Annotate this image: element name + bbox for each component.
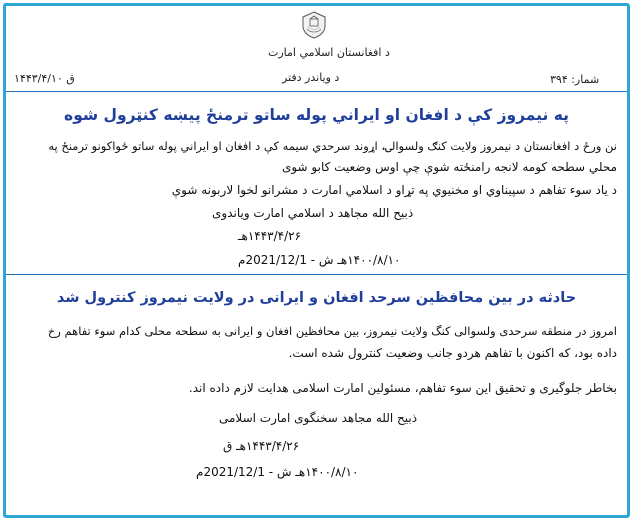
dari-date-solar: ۱۴۰۰/۸/۱۰هـ ش - 2021/12/1م [196, 465, 359, 479]
pashto-title: په نیمروز کې د افغان او ایراني پوله ساتو ترمنځ پیښه کنټرول شوه [64, 106, 569, 124]
document-number: شمار: ۳۹۴ [550, 73, 600, 86]
pashto-paragraph: د یاد سوء تفاهم د سپیناوي او مخنیوي په تړاو د اسلامي امارت د مشرانو لخوا لاربونه شوې [171, 183, 617, 197]
pashto-signature: ذبیح الله مجاهد د اسلامي امارت ویاندوی [212, 206, 414, 220]
dari-paragraph-line: امروز در منطقه سرحدی ولسوالی کنگ ولایت نیمروز، بین محافظین افغان و ایرانی به سطحه محلی کدام سوء تفاهم رخ [47, 324, 617, 338]
pashto-date-hijri: ۱۴۴۳/۴/۲۶هـ [238, 229, 302, 243]
dari-title: حادثه در بین محافظین سرحد افغان و ایرانی در ولایت نیمروز کنترول شد [56, 290, 577, 306]
pashto-paragraph-line: محلي سطحه کومه لانجه رامنځته شوې چې اوس وضعیت کابو شوی [281, 160, 617, 174]
document-date: ۱۴۴۳/۴/۱۰ ق [14, 72, 75, 85]
emirate-emblem-icon [301, 11, 327, 39]
office-name: د ویاندر دفتر [282, 71, 340, 84]
dari-paragraph-line: داده بود، که اکنون با تفاهم هردو جانب وضعیت کنترول شده است. [288, 346, 617, 360]
statement-document [3, 3, 630, 518]
section-divider [6, 274, 627, 275]
org-name: د افغانستان اسلامي امارت [268, 46, 390, 59]
header-divider [6, 91, 627, 92]
dari-signature: ذبیح الله مجاهد سخنگوی امارت اسلامی [219, 411, 418, 425]
dari-paragraph: بخاطر جلوگیری و تحقیق این سوء تفاهم، مسئولین امارت اسلامی هدایت لازم داده اند. [188, 381, 617, 395]
dari-date-hijri: ۱۴۴۳/۴/۲۶هـ ق [223, 439, 300, 453]
pashto-date-solar: ۱۴۰۰/۸/۱۰هـ ش - 2021/12/1م [238, 253, 401, 267]
pashto-paragraph-line: نن ورځ د افغانستان د نیمروز ولايت کنګ ولسوالۍ، اړوند سرحدي سیمه کې د افغان او ایراني پوله ساتو ځواکونو ترمنځ په [48, 139, 617, 153]
